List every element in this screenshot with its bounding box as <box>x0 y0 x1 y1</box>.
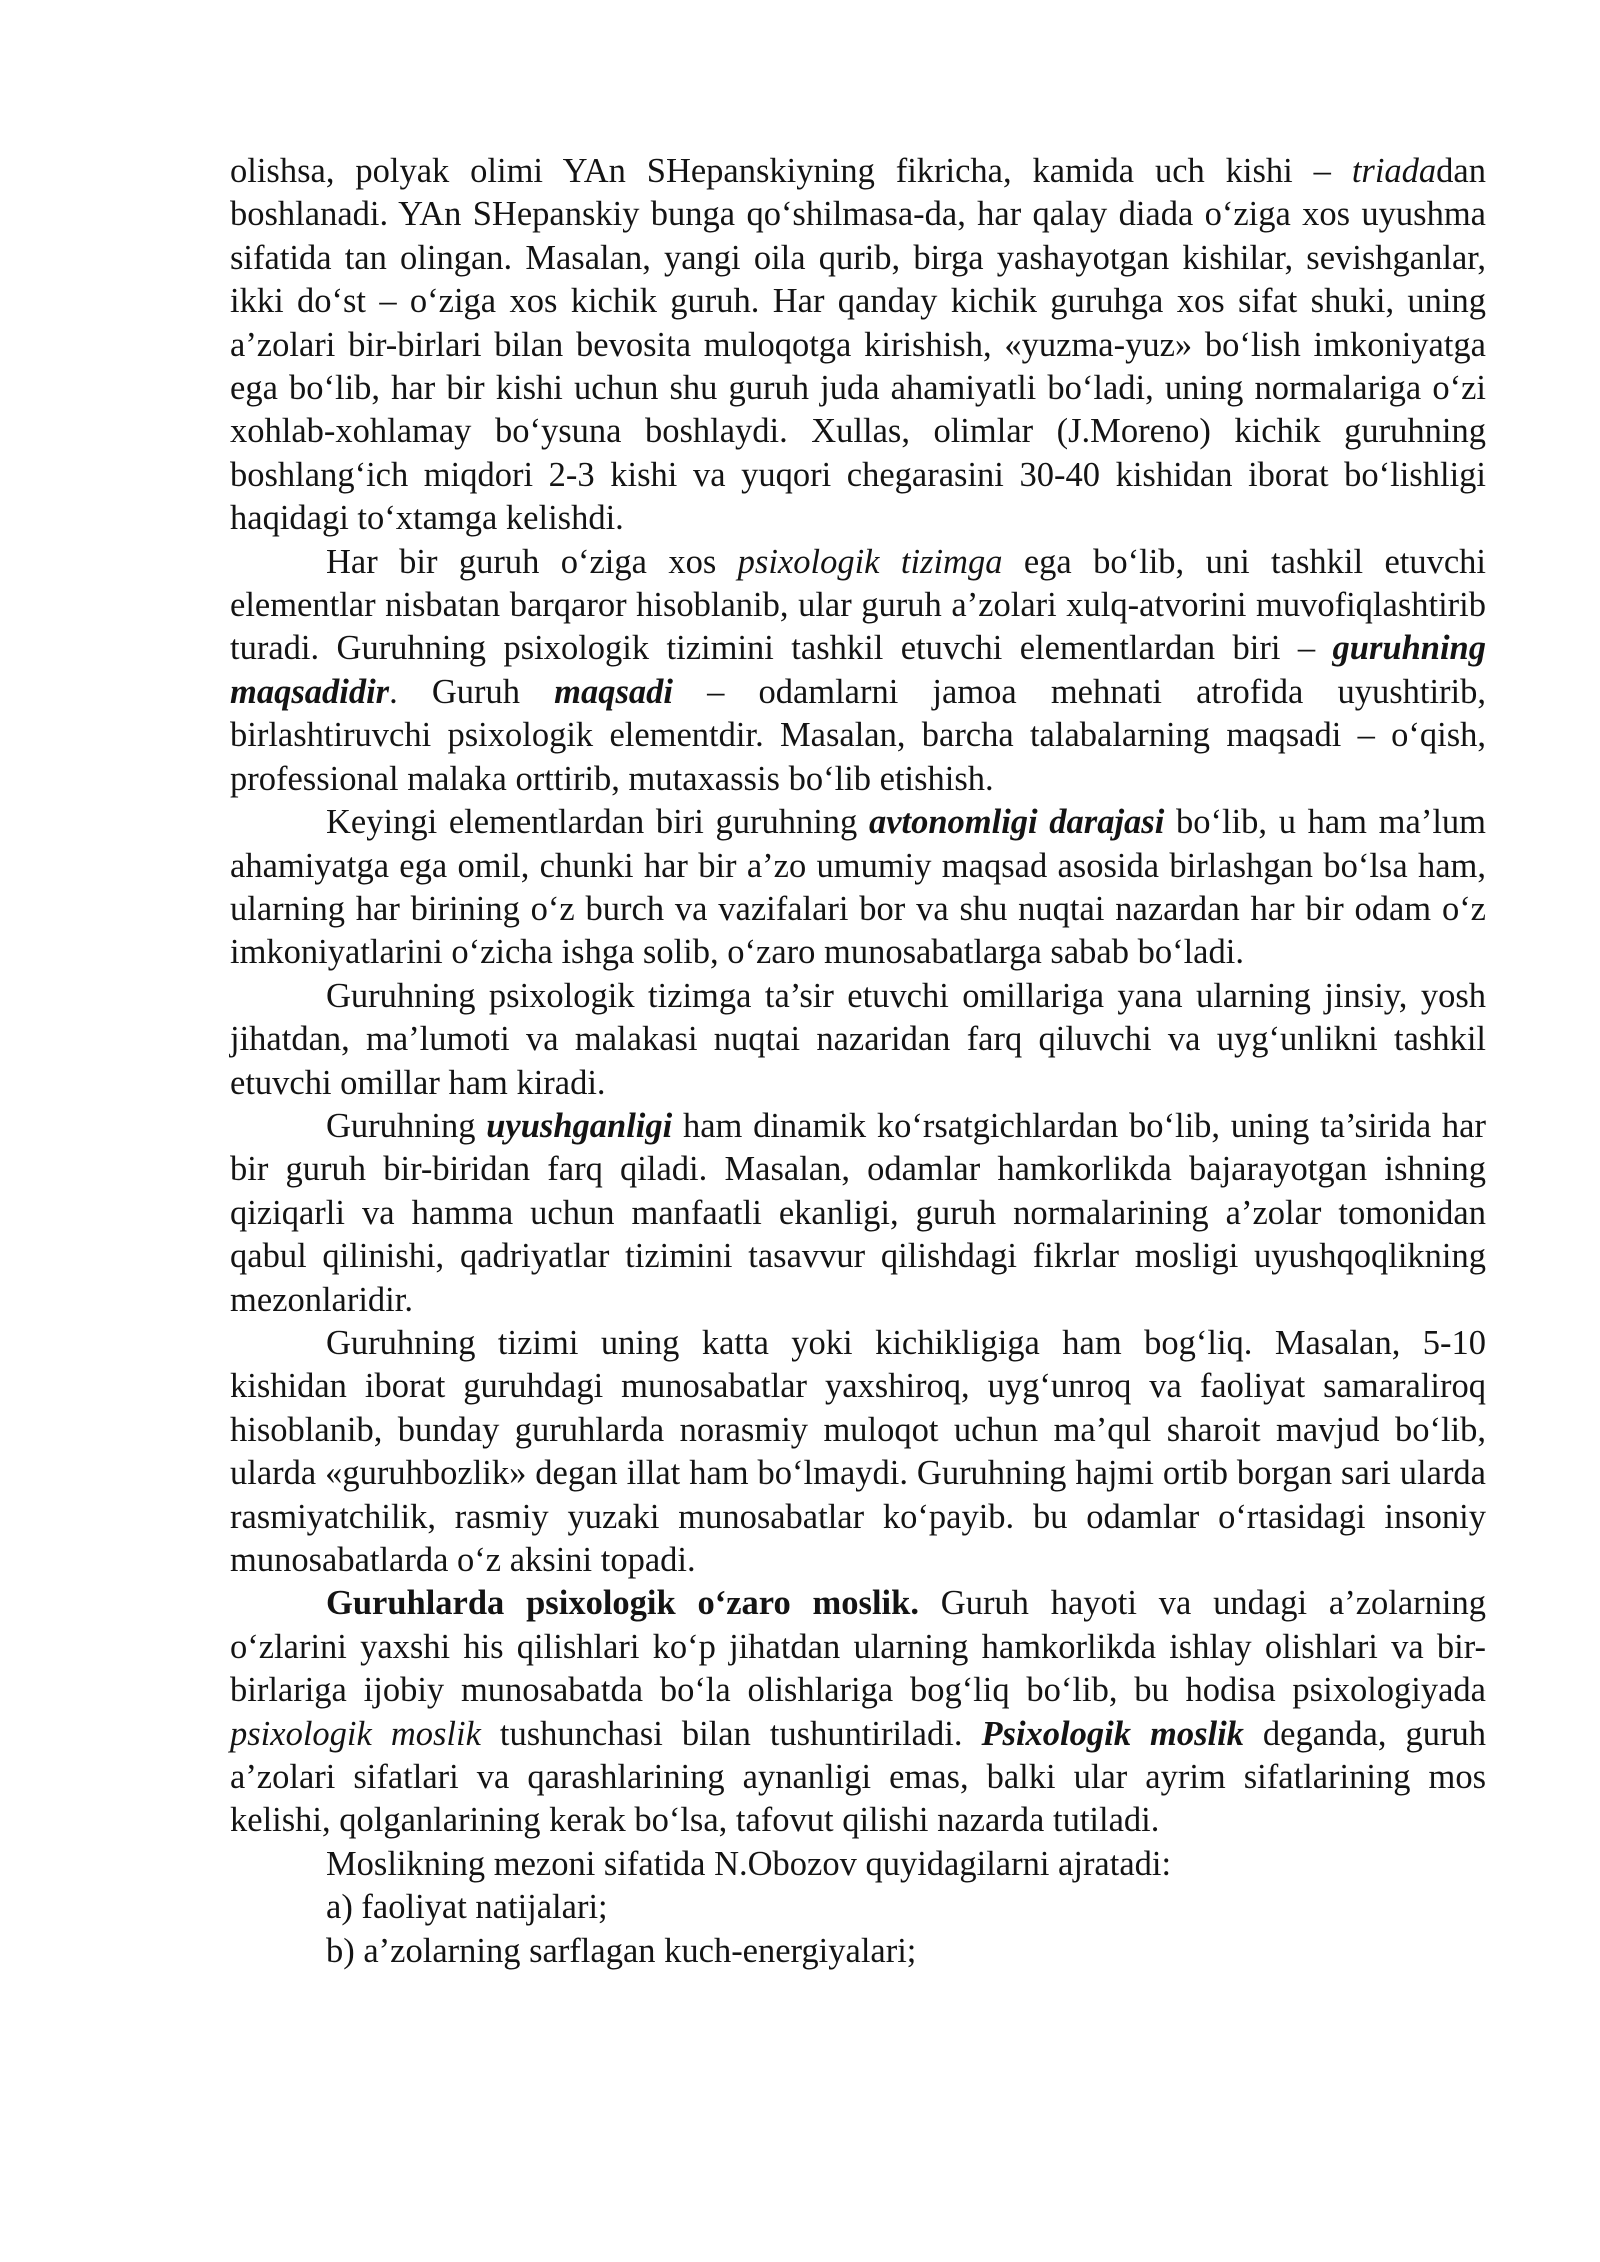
text-run: Guruhning psixologik tizimga ta’sir etuvchi omillariga yana ularning jinsiy, yosh jihatdan, ma’lumoti va malakasi nuqtai nazaridan farq qiluvchi va uyg‘unlikni tashkil etuvchi omillar ham kiradi. <box>230 976 1486 1102</box>
paragraph <box>230 1105 1486 1322</box>
emphasized-text: maqsadi <box>554 672 673 711</box>
text-run: ham dinamik ko‘rsatgichlardan bo‘lib, uning ta’sirida har bir guruh bir-biridan farq qiladi. Masalan, odamlar hamkorlikda bajarayotgan ishning qiziqarli va hamma uchun manfaatli ekanligi, guruh normalarining a’zolar tomonidan qabul qilinishi, qadriyatlar tizimini tasavvur qilishdagi fikrlar mosligi uyushqoqlikning mezonlaridir. <box>230 1106 1486 1319</box>
emphasized-text: Psixologik moslik <box>981 1714 1244 1753</box>
text-run: ega bo‘lib, uni tashkil etuvchi elementlar nisbatan barqaror hisoblanib, ular guruh a’zolari xulq-atvorini muvofiqlashtirib turadi. Guruhning psixologik tizimini tashkil etuvchi elementlardan biri – <box>230 542 1486 668</box>
text-run: Keyingi elementlardan biri guruhning <box>326 803 869 842</box>
document-body <box>230 150 1486 1973</box>
emphasized-text: triada <box>1351 152 1437 190</box>
paragraph <box>230 150 1486 541</box>
text-run: dan boshlanadi. YAn SHepanskiy bunga qo‘shilmasa-da, har qalay diada o‘ziga xos uyushma sifatida tan olingan. Masalan, yangi oila qurib, birga yashayotgan kishilar, sevishganlar, ikki do‘st – o‘ziga xos kichik guruh. Har qanday kichik guruhga xos sifat shuki, uning a’zolari bir-birlari bilan bevosita muloqotga kirishish, «yuzma-yuz» bo‘lish imkoniyatga ega bo‘lib, har bir kishi uchun shu guruh juda ahamiyatli bo‘ladi, uning normalariga o‘zi xohlab-xohlamay bo‘ysuna boshlaydi. Xullas, olimlar (J.Moreno) kichik guruhning boshlang‘ich miqdori 2-3 kishi va yuqori chegarasini 30-40 kishidan iborat bo‘lishligi haqidagi to‘xtamga kelishdi. <box>230 152 1486 538</box>
emphasized-text: psixologik moslik <box>230 1714 481 1753</box>
emphasized-text: Guruhlarda psixologik o‘zaro moslik. <box>326 1584 919 1623</box>
emphasized-text: uyushganligi <box>486 1106 673 1145</box>
text-run: deganda, guruh a’zolari sifatlari va qarashlarining aynanligi emas, balki ular ayrim sifatlarining mos kelishi, qolganlarining kerak bo‘lsa, tafovut qilishi nazarda tutiladi. <box>230 1714 1487 1840</box>
emphasized-text: psixologik tizimga <box>737 542 1003 581</box>
text-run: Guruh hayoti va undagi a’zolarning o‘zlarini yaxshi his qilishlari ko‘p jihatdan ularning hamkorlikda ishlay olishlari va bir-birlariga ijobiy munosabatda bo‘la olishlariga bog‘liq bo‘lib, bu hodisa psixologiyada <box>230 1584 1486 1710</box>
text-run: . Guruh <box>389 672 555 711</box>
list-item: b) a’zolarning sarflagan kuch-energiyalari; <box>326 1931 917 1970</box>
list-item: a) faoliyat natijalari; <box>326 1888 608 1927</box>
text-run: olishsa, polyak olimi YAn SHepanskiyning fikricha, kamida uch kishi – <box>230 152 1352 190</box>
text-run: bo‘lib, u ham ma’lum ahamiyatga ega omil, chunki har bir a’zo umumiy maqsad asosida birlashgan bo‘lsa ham, ularning har birining o‘z burch va vazifalari bor va shu nuqtai nazardan har bir odam o‘z imkoniyatlarini o‘zicha ishga solib, o‘zaro munosabatlarga sabab bo‘ladi. <box>230 803 1486 972</box>
paragraph <box>230 801 1486 975</box>
paragraph <box>230 1582 1486 1842</box>
text-run: Guruhning tizimi uning katta yoki kichikligiga ham bog‘liq. Masalan, 5-10 kishidan iborat guruhdagi munosabatlar yaxshiroq, uyg‘unroq va faoliyat samaraliroq hisoblanib, bunday guruhlarda norasmiy muloqot uchun ma’qul sharoit mavjud bo‘lib, ularda «guruhbozlik» degan illat ham bo‘lmaydi. Guruhning hajmi ortib borgan sari ularda rasmiyatchilik, rasmiy yuzaki munosabatlar ko‘payib. bu odamlar o‘rtasidagi insoniy munosabatlarda o‘z aksini topadi. <box>230 1323 1486 1579</box>
text-run: – odamlarni jamoa mehnati atrofida uyushtirib, birlashtiruvchi psixologik elementdir. Masalan, barcha talabalarning maqsadi – o‘qish, professional malaka orttirib, mutaxassis bo‘lib etishish. <box>230 672 1486 798</box>
text-run: Guruhning <box>326 1106 487 1145</box>
text-run: Har bir guruh o‘ziga xos <box>326 542 738 581</box>
list-intro: Moslikning mezoni sifatida N.Obozov quyidagilarni ajratadi: <box>326 1844 1172 1883</box>
paragraph <box>230 541 1486 801</box>
paragraph <box>230 1322 1486 1582</box>
emphasized-text: avtonomligi darajasi <box>868 803 1165 842</box>
paragraph <box>230 975 1486 1105</box>
emphasized-text: guruhning maqsadidir <box>230 629 1486 711</box>
text-run: tushunchasi bilan tushuntiriladi. <box>480 1714 982 1753</box>
